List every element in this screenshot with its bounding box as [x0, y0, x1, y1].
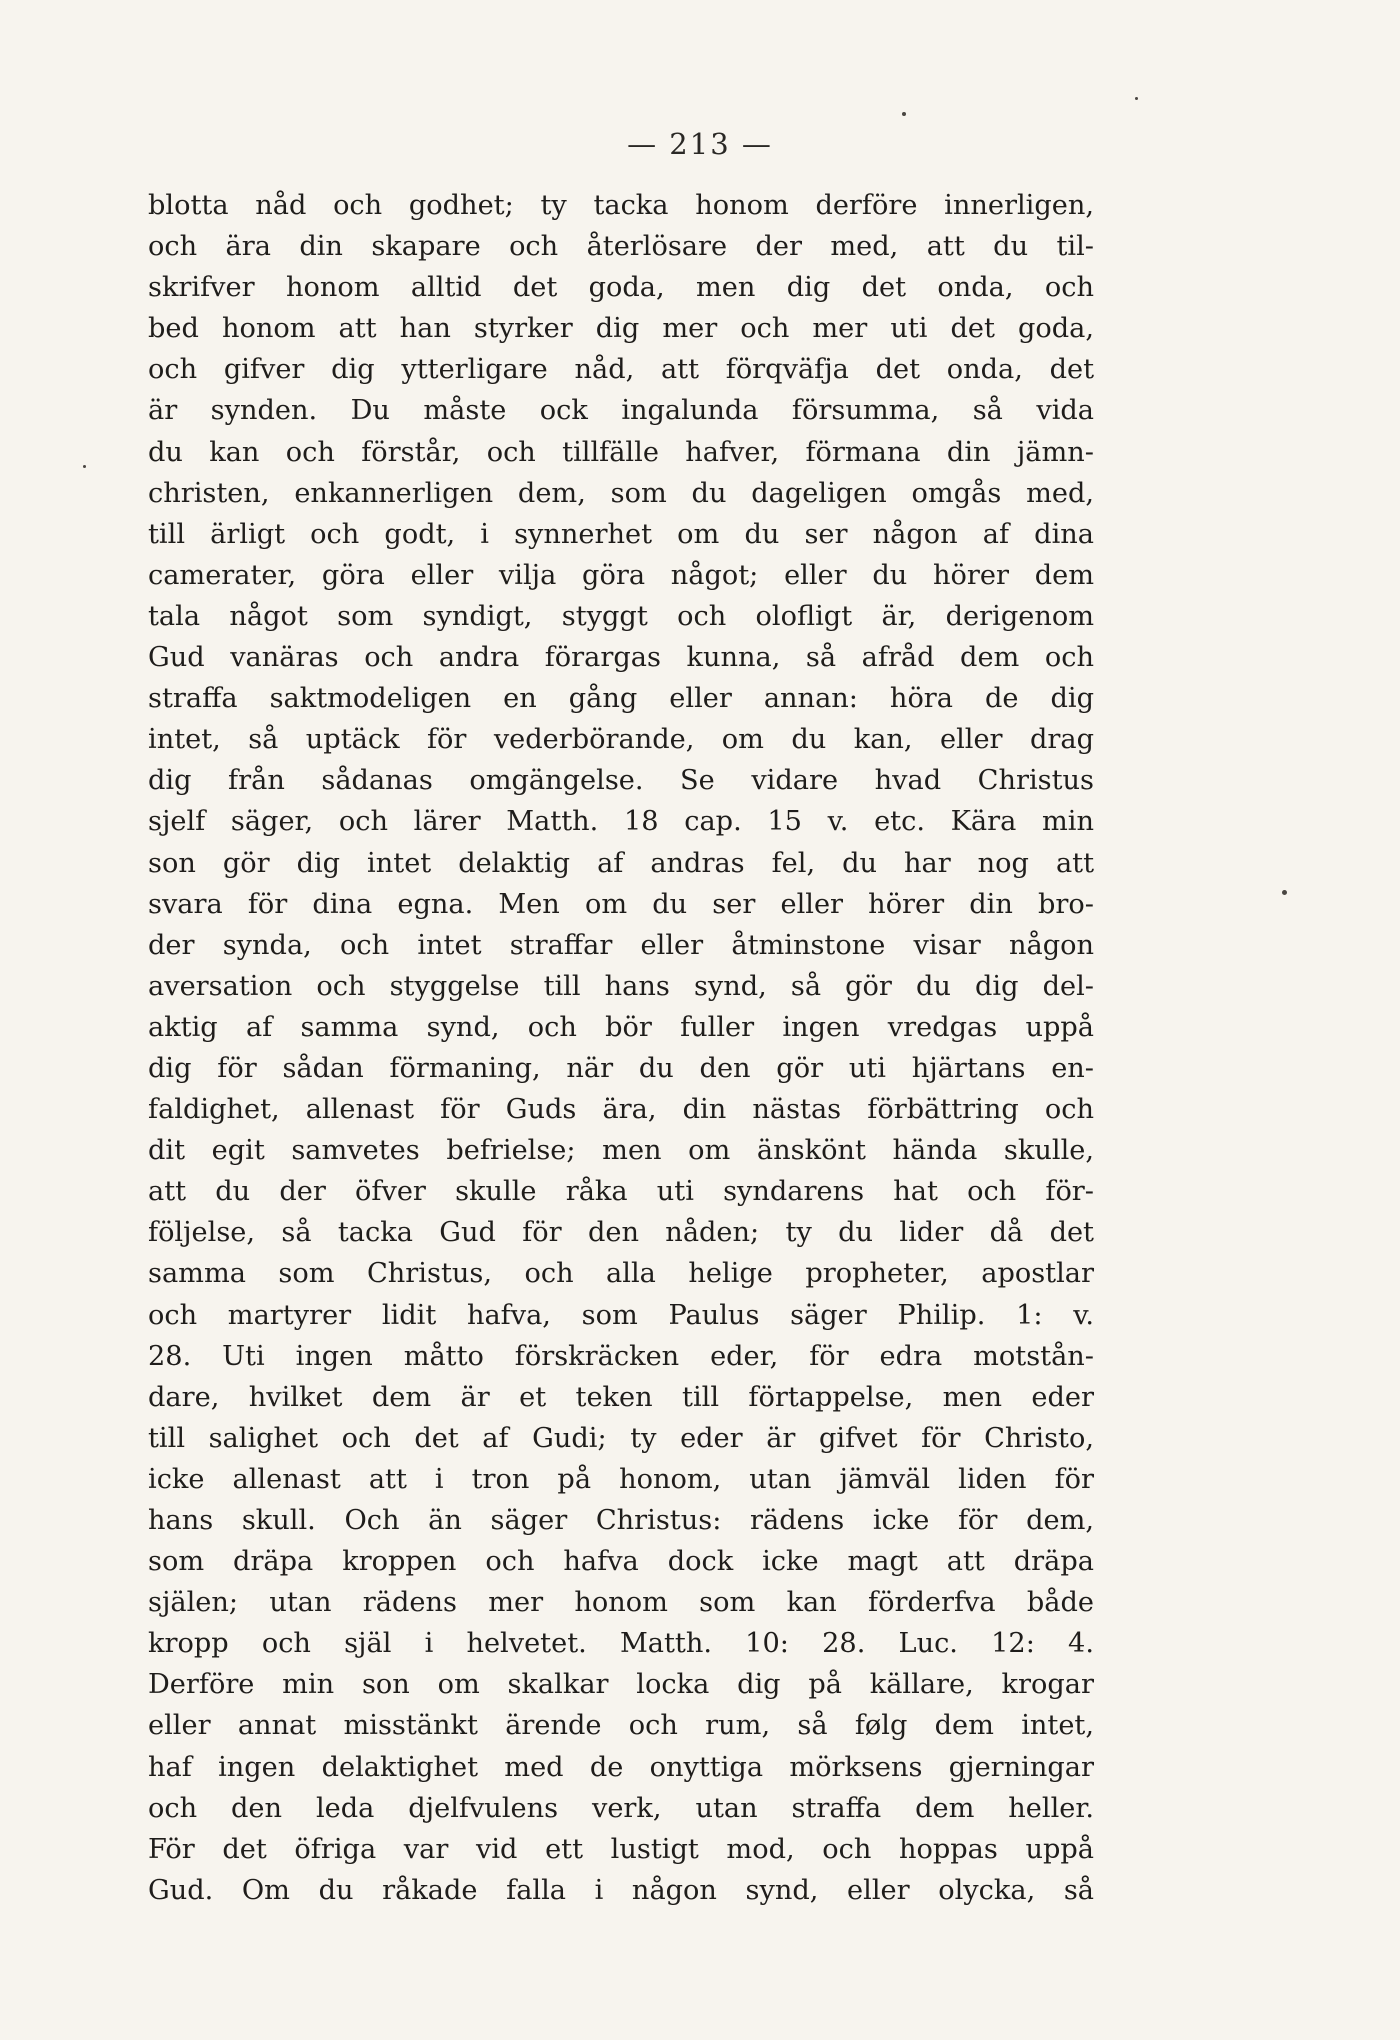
text-line: intet, så uptäck för vederbörande, om du kan, eller drag	[148, 724, 1094, 756]
text-line: samma som Christus, och alla helige propheter, apostlar	[148, 1258, 1094, 1290]
text-line: följelse, så tacka Gud för den nåden; ty du lider då det	[148, 1217, 1094, 1249]
text-line: För det öfriga var vid ett lustigt mod, och hoppas uppå	[148, 1833, 1094, 1865]
text-line: sjelf säger, och lärer Matth. 18 cap. 15 v. etc. Kära min	[148, 806, 1094, 838]
text-line: till salighet och det af Gudi; ty eder är gifvet för Christo,	[148, 1422, 1094, 1454]
text-line: eller annat misstänkt ärende och rum, så følg dem intet,	[148, 1710, 1094, 1742]
text-line: och gifver dig ytterligare nåd, att förqväfja det onda, det	[148, 354, 1094, 386]
text-line: christen, enkannerligen dem, som du dageligen omgås med,	[148, 477, 1094, 509]
print-speck	[1282, 890, 1287, 895]
text-line: icke allenast att i tron på honom, utan jämväl liden för	[148, 1463, 1094, 1495]
text-line: är synden. Du måste ock ingalunda försumma, så vida	[148, 395, 1094, 427]
text-line: haf ingen delaktighet med de onyttiga mörksens gjerningar	[148, 1751, 1094, 1783]
text-line: att du der öfver skulle råka uti syndarens hat och för-	[148, 1176, 1094, 1208]
text-line: 28. Uti ingen måtto förskräcken eder, för edra motstån-	[148, 1340, 1094, 1372]
text-line: dig från sådanas omgängelse. Se vidare hvad Christus	[148, 765, 1094, 797]
print-speck	[1135, 97, 1138, 100]
text-line: aversation och styggelse till hans synd, så gör du dig del-	[148, 970, 1094, 1002]
text-line: själen; utan rädens mer honom som kan förderfva både	[148, 1587, 1094, 1619]
page-number: — 213 —	[627, 127, 773, 161]
text-line: dare, hvilket dem är et teken till förtappelse, men eder	[148, 1381, 1094, 1413]
text-line: skrifver honom alltid det goda, men dig det onda, och	[148, 272, 1094, 304]
text-line: tala något som syndigt, styggt och olofligt är, derigenom	[148, 600, 1094, 632]
text-line: blotta nåd och godhet; ty tacka honom derföre innerligen,	[148, 190, 1094, 221]
text-line: till ärligt och godt, i synnerhet om du ser någon af dina	[148, 518, 1094, 550]
print-speck	[83, 465, 86, 468]
text-line: faldighet, allenast för Guds ära, din nästas förbättring och	[148, 1094, 1094, 1126]
text-line: och den leda djelfvulens verk, utan straffa dem heller.	[148, 1792, 1094, 1824]
print-speck	[902, 112, 906, 116]
text-line: der synda, och intet straffar eller åtminstone visar någon	[148, 929, 1094, 961]
text-line: och ära din skapare och återlösare der med, att du til-	[148, 231, 1094, 263]
text-line: du kan och förstår, och tillfälle hafver, förmana din jämn-	[148, 436, 1094, 468]
text-line: som dräpa kroppen och hafva dock icke magt att dräpa	[148, 1546, 1094, 1578]
text-line: Gud. Om du råkade falla i någon synd, eller olycka, så	[148, 1874, 1094, 1906]
text-line: svara för dina egna. Men om du ser eller hörer din bro-	[148, 888, 1094, 920]
text-line: dit egit samvetes befrielse; men om änskönt hända skulle,	[148, 1135, 1094, 1167]
body-text	[148, 185, 1094, 1911]
text-line: aktig af samma synd, och bör fuller ingen vredgas uppå	[148, 1011, 1094, 1043]
text-line: straffa saktmodeligen en gång eller annan: höra de dig	[148, 683, 1094, 715]
text-line: camerater, göra eller vilja göra något; eller du hörer dem	[148, 559, 1094, 591]
text-line: son gör dig intet delaktig af andras fel, du har nog att	[148, 847, 1094, 879]
text-line: Derföre min son om skalkar locka dig på källare, krogar	[148, 1669, 1094, 1701]
text-line: bed honom att han styrker dig mer och mer uti det goda,	[148, 313, 1094, 345]
text-line: hans skull. Och än säger Christus: rädens icke för dem,	[148, 1505, 1094, 1536]
text-line: Gud vanäras och andra förargas kunna, så afråd dem och	[148, 642, 1094, 674]
text-line: dig för sådan förmaning, när du den gör uti hjärtans en-	[148, 1052, 1094, 1084]
text-line: och martyrer lidit hafva, som Paulus säger Philip. 1: v.	[148, 1299, 1094, 1331]
text-line: kropp och själ i helvetet. Matth. 10: 28. Luc. 12: 4.	[148, 1628, 1094, 1660]
